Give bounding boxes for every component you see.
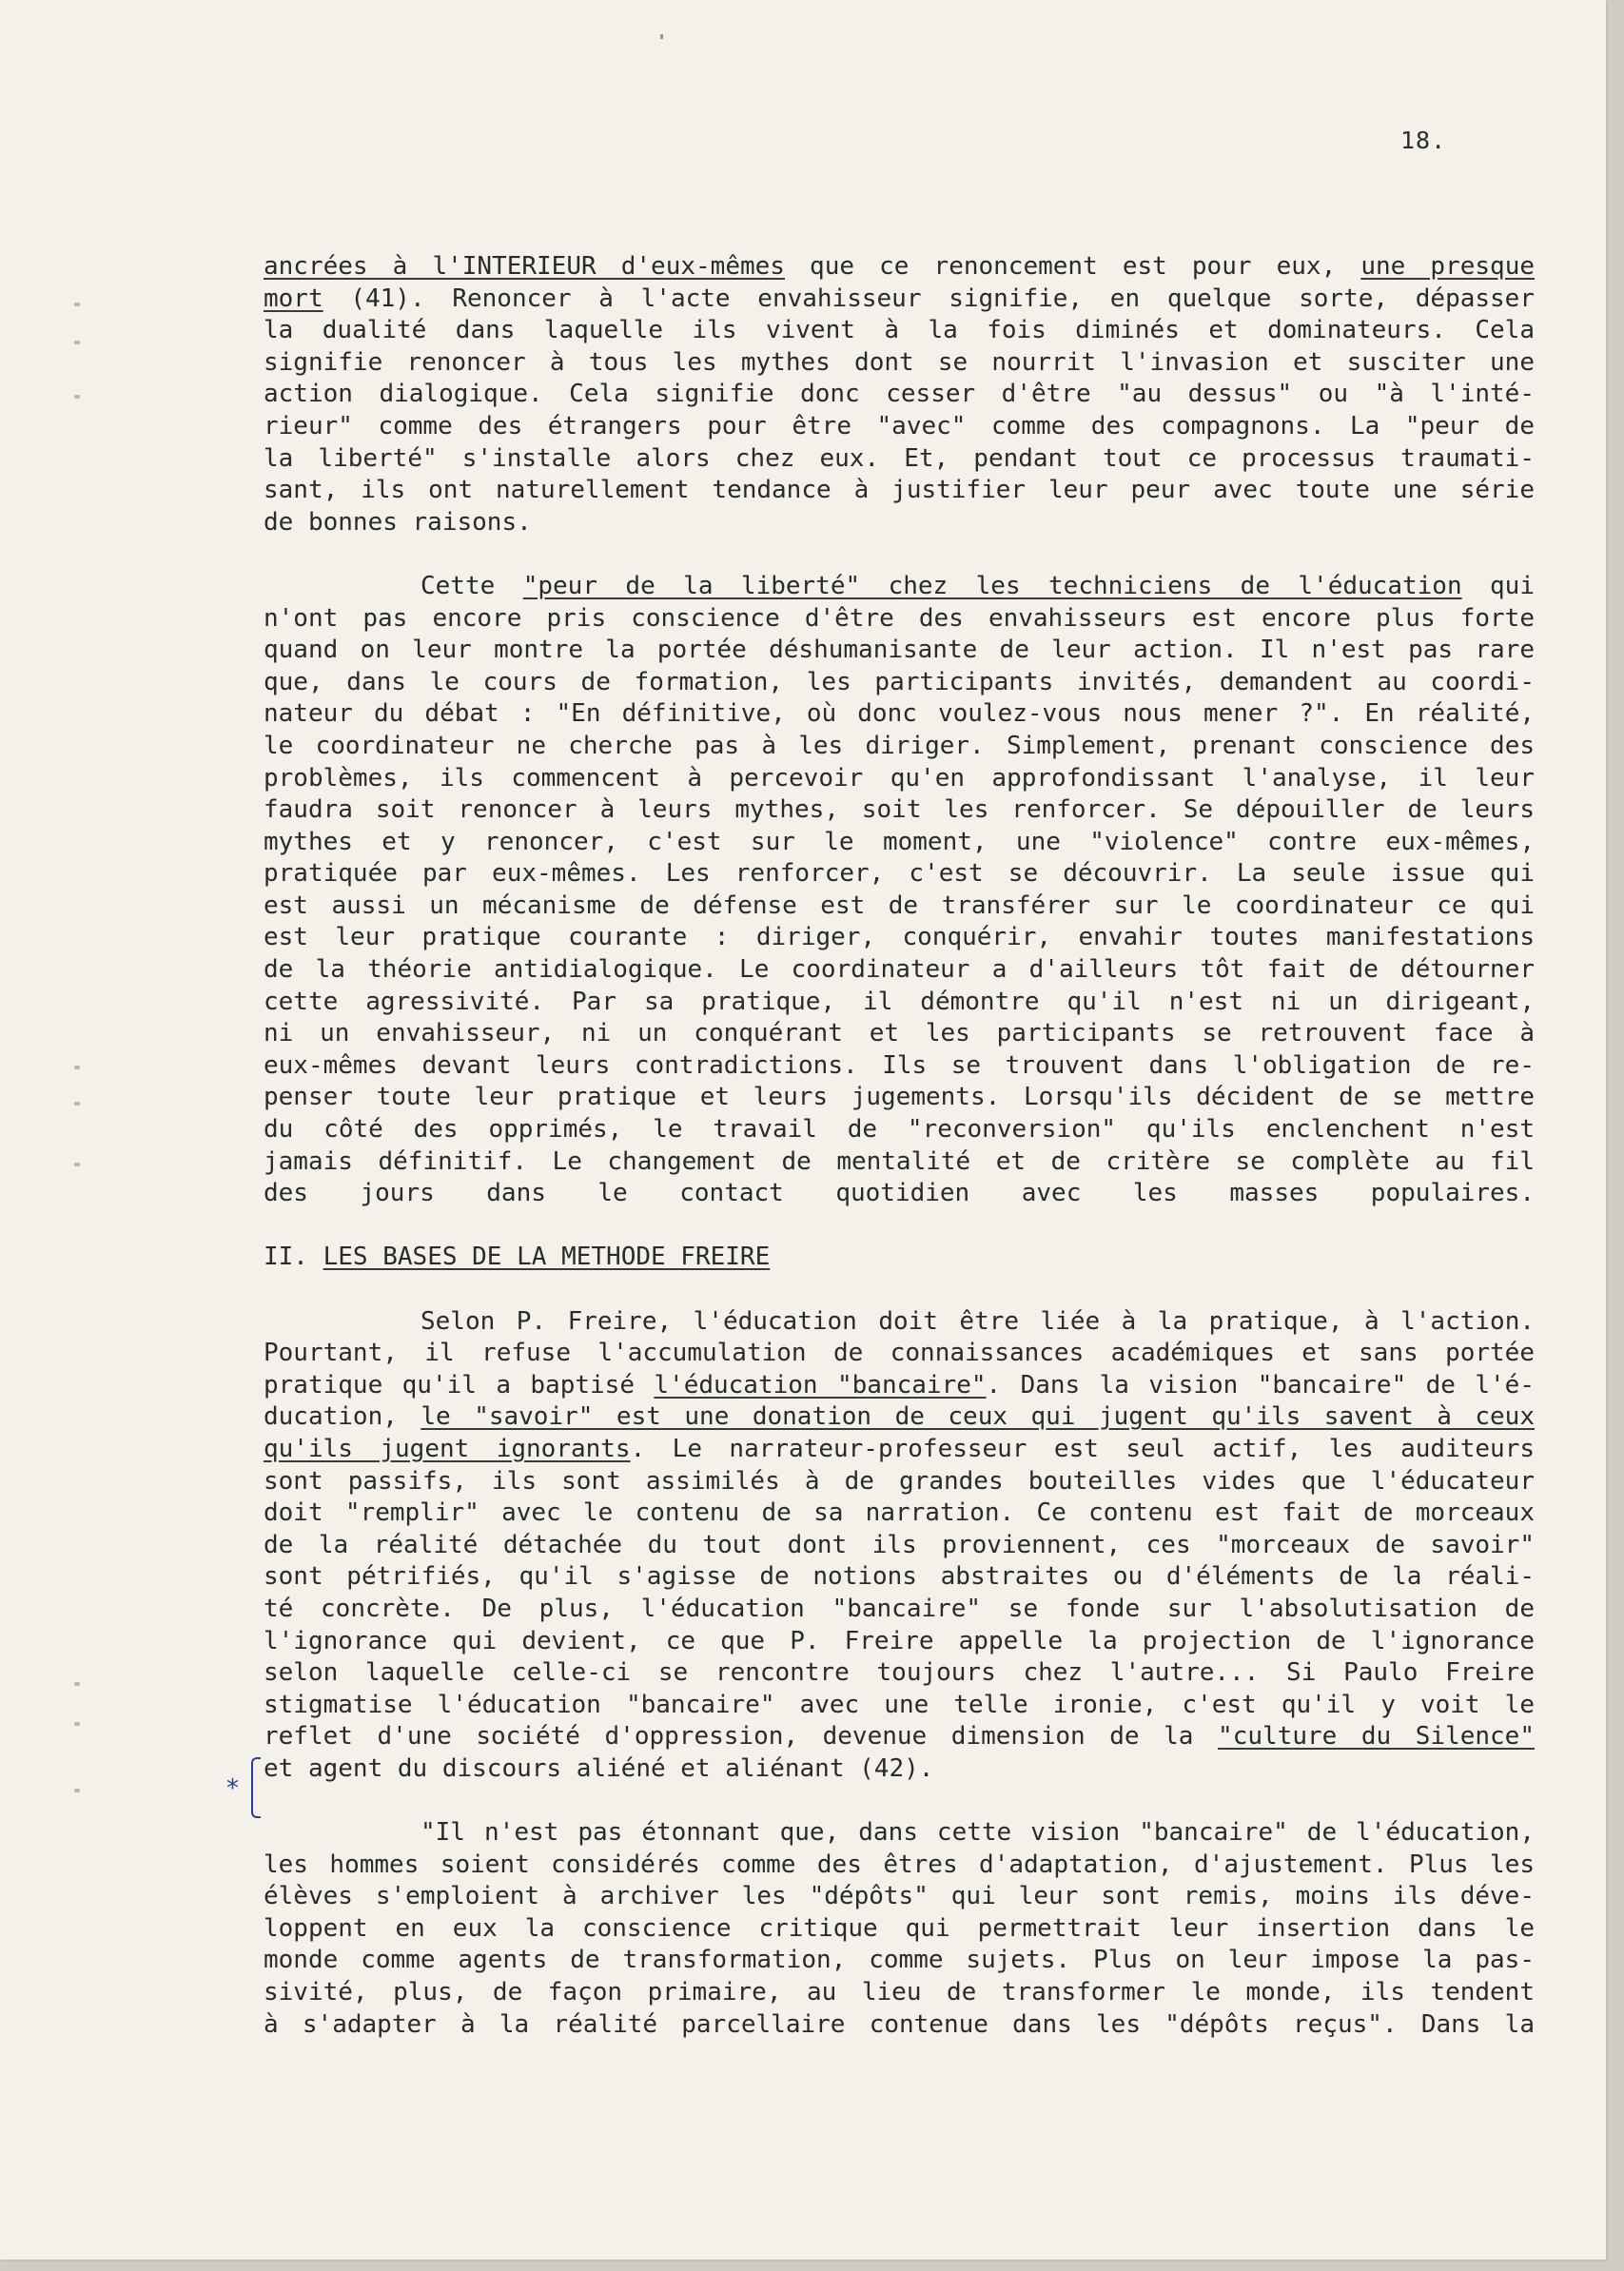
text-line: et agent du discours aliéné et aliénant (42). bbox=[264, 1753, 934, 1783]
text-line: des jours dans le contact quotidien avec les masses populaires. bbox=[264, 1179, 1535, 1208]
text-line: est leur pratique courante : diriger, conquérir, envahir toutes manifestations bbox=[264, 923, 1535, 952]
text-line: reflet d'une société d'oppression, devenue dimension de la "culture du Silence" bbox=[264, 1722, 1535, 1752]
text-line: quand on leur montre la portée déshumanisante de leur action. Il n'est pas rare bbox=[264, 636, 1535, 665]
paragraph-3 bbox=[264, 1306, 1535, 1786]
text-line: Pourtant, il refuse l'accumulation de connaissances académiques et sans portée bbox=[264, 1339, 1535, 1368]
text-line: à s'adapter à la réalité parcellaire contenue dans les "dépôts reçus". Dans la bbox=[264, 2009, 1535, 2039]
text-line: "Il n'est pas étonnant que, dans cette vision "bancaire" de l'éducation, bbox=[421, 1818, 1535, 1848]
text-line: problèmes, ils commencent à percevoir qu'en approfondissant l'analyse, il leur bbox=[264, 763, 1535, 793]
text-line: loppent en eux la conscience critique qui permettrait leur insertion dans le bbox=[264, 1913, 1535, 1943]
text-line: pratique qu'il a baptisé l'éducation "bancaire". Dans la vision "bancaire" de l'é- bbox=[264, 1370, 1535, 1400]
text-line: monde comme agents de transformation, comme sujets. Plus on leur impose la pas- bbox=[264, 1946, 1535, 1975]
text-line: signifie renoncer à tous les mythes dont se nourrit l'invasion et susciter une bbox=[264, 347, 1535, 377]
text-line: action dialogique. Cela signifie donc cesser d'être "au dessus" ou "à l'inté- bbox=[264, 380, 1535, 409]
text-line: cette agressivité. Par sa pratique, il démontre qu'il n'est ni un dirigeant, bbox=[264, 987, 1535, 1016]
text-line: stigmatise l'éducation "bancaire" avec une telle ironie, c'est qu'il y voit le bbox=[264, 1690, 1535, 1719]
text-line: mort (41). Renoncer à l'acte envahisseur signifie, en quelque sorte, dépasser bbox=[264, 284, 1535, 313]
text-line: rieur" comme des étrangers pour être "avec" comme des compagnons. La "peur de bbox=[264, 411, 1535, 440]
text-line: penser toute leur pratique et leurs jugements. Lorsqu'ils décident de se mettre bbox=[264, 1083, 1535, 1112]
text-line: nateur du débat : "En définitive, où donc voulez-vous nous mener ?". En réalité, bbox=[264, 699, 1535, 729]
text-line: ducation, le "savoir" est une donation de ceux qui jugent qu'ils savent à ceux bbox=[264, 1402, 1535, 1432]
text-line: ancrées à l'INTERIEUR d'eux-mêmes que ce renoncement est pour eux, une presque bbox=[264, 252, 1536, 281]
text-line: Cette "peur de la liberté" chez les techniciens de l'éducation qui bbox=[421, 571, 1535, 600]
text-line: faudra soit renoncer à leurs mythes, soit les renforcer. Se dépouiller de leurs bbox=[264, 795, 1535, 825]
paragraph-1 bbox=[264, 251, 1535, 538]
text-line: jamais définitif. Le changement de mentalité et de critère se complète au fil bbox=[264, 1146, 1535, 1176]
text-line: que, dans le cours de formation, les participants invités, demandent au coordi- bbox=[264, 667, 1535, 696]
section-heading: II. LES BASES DE LA METHODE FREIRE bbox=[264, 1243, 771, 1272]
text-line: té concrète. De plus, l'éducation "bancaire" se fonde sur l'absolutisation de bbox=[264, 1594, 1535, 1623]
margin-bracket bbox=[251, 1757, 261, 1818]
text-line: sant, ils ont naturellement tendance à justifier leur peur avec toute une série bbox=[264, 476, 1535, 505]
body-text bbox=[264, 251, 1535, 2041]
text-line: n'ont pas encore pris conscience d'être des envahisseurs est encore plus forte bbox=[264, 603, 1535, 633]
text-line: les hommes soient considérés comme des êtres d'adaptation, d'ajustement. Plus les bbox=[264, 1850, 1535, 1879]
text-line: de la réalité détachée du tout dont ils proviennent, ces "morceaux de savoir" bbox=[264, 1530, 1535, 1559]
page-number: 18. bbox=[1400, 127, 1447, 154]
text-line: est aussi un mécanisme de défense est de transférer sur le coordinateur ce qui bbox=[264, 891, 1535, 920]
text-line: de la théorie antidialogique. Le coordinateur a d'ailleurs tôt fait de détourner bbox=[264, 955, 1535, 985]
text-line: la liberté" s'installe alors chez eux. Et, pendant tout ce processus traumati- bbox=[264, 443, 1535, 473]
text-line: du côté des opprimés, le travail de "reconversion" qu'ils enclenchent n'est bbox=[264, 1115, 1535, 1145]
text-line: sont passifs, ils sont assimilés à de grandes bouteilles vides que l'éducateur bbox=[264, 1466, 1535, 1496]
asterisk-mark: * bbox=[226, 1774, 239, 1803]
text-line: Selon P. Freire, l'éducation doit être liée à la pratique, à l'action. bbox=[421, 1306, 1535, 1336]
text-line: doit "remplir" avec le contenu de sa narration. Ce contenu est fait de morceaux bbox=[264, 1498, 1535, 1528]
text-line: l'ignorance qui devient, ce que P. Freire appelle la projection de l'ignorance bbox=[264, 1626, 1535, 1655]
text-line: pratiquée par eux-mêmes. Les renforcer, c'est se découvrir. La seule issue qui bbox=[264, 859, 1535, 889]
text-line: ni un envahisseur, ni un conquérant et les participants se retrouvent face à bbox=[264, 1019, 1535, 1048]
text-line: élèves s'emploient à archiver les "dépôts" qui leur sont remis, moins ils déve- bbox=[264, 1882, 1535, 1911]
paper-speck bbox=[660, 34, 663, 39]
text-line: la dualité dans laquelle ils vivent à la fois diminés et dominateurs. Cela bbox=[264, 316, 1535, 345]
text-line: eux-mêmes devant leurs contradictions. Ils se trouvent dans l'obligation de re- bbox=[264, 1050, 1535, 1080]
text-line: qu'ils jugent ignorants. Le narrateur-professeur est seul actif, les auditeurs bbox=[264, 1434, 1535, 1463]
text-line: sivité, plus, de façon primaire, au lieu de transformer le monde, ils tendent bbox=[264, 1978, 1535, 2007]
paragraph-2 bbox=[264, 571, 1535, 1210]
text-line: mythes et y renoncer, c'est sur le moment, une "violence" contre eux-mêmes, bbox=[264, 827, 1535, 856]
paragraph-4 bbox=[264, 1817, 1535, 2041]
binder-hole-marks bbox=[74, 0, 93, 2271]
text-line: selon laquelle celle-ci se rencontre toujours chez l'autre... Si Paulo Freire bbox=[264, 1658, 1535, 1688]
text-line: sont pétrifiés, qu'il s'agisse de notions abstraites ou d'éléments de la réali- bbox=[264, 1562, 1535, 1592]
text-line: le coordinateur ne cherche pas à les diriger. Simplement, prenant conscience des bbox=[264, 731, 1535, 760]
text-line: de bonnes raisons. bbox=[264, 507, 532, 537]
